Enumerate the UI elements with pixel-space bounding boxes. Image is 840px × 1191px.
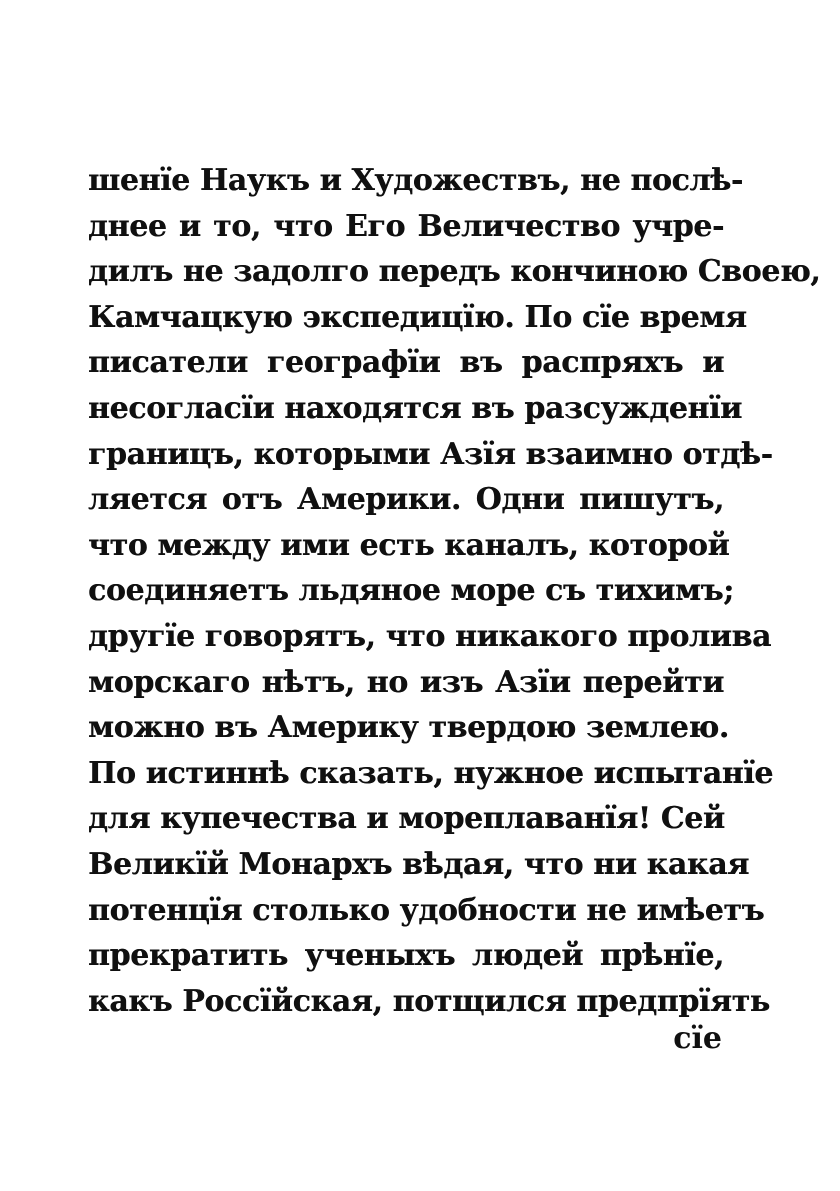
text-line-19: какъ Россїйская, потщился предпрїять (88, 983, 770, 1019)
text-line-2: днее и то, что Его Величество учре- (88, 208, 724, 244)
text-line-7: границъ, которыми Азїя взаимно отдѣ- (88, 436, 773, 472)
text-line-8: ляется отъ Америки. Одни пишутъ, (88, 482, 724, 518)
text-line-15: для купечества и мореплаванїя! Сей (88, 801, 725, 837)
text-line-13: можно въ Америку твердою землею. (88, 710, 729, 746)
text-line-17: потенцїя столько удобности не имѣетъ (88, 892, 765, 928)
text-line-11: другїе говорятъ, что никакого пролива (88, 618, 772, 654)
text-line-16: Великїй Монархъ вѣдая, что ни какая (88, 846, 749, 882)
text-line-5: писатели географїи въ распряхъ и (88, 345, 724, 381)
body-text (88, 158, 821, 1024)
text-line-3: дилъ не задолго передъ кончиною Своею, (88, 254, 821, 290)
catchword: сїе (673, 1021, 722, 1056)
text-line-4: Камчацкую экспедицїю. По сїе время (88, 299, 747, 335)
text-line-9: что между ими есть каналъ, которой (88, 527, 730, 563)
text-line-18: прекратить ученыхъ людей прѣнїе, (88, 938, 724, 974)
text-line-14: По истиннѣ сказать, нужное испытанїе (88, 755, 773, 791)
text-line-1: шенїе Наукъ и Художествъ, не послѣ- (88, 163, 743, 198)
text-line-12: морскаго нѣтъ, но изъ Азїи перейти (88, 664, 724, 700)
text-line-6: несогласїи находятся въ разсужденїи (88, 390, 742, 426)
text-line-10: соединяетъ льдяное море съ тихимъ; (88, 573, 734, 609)
